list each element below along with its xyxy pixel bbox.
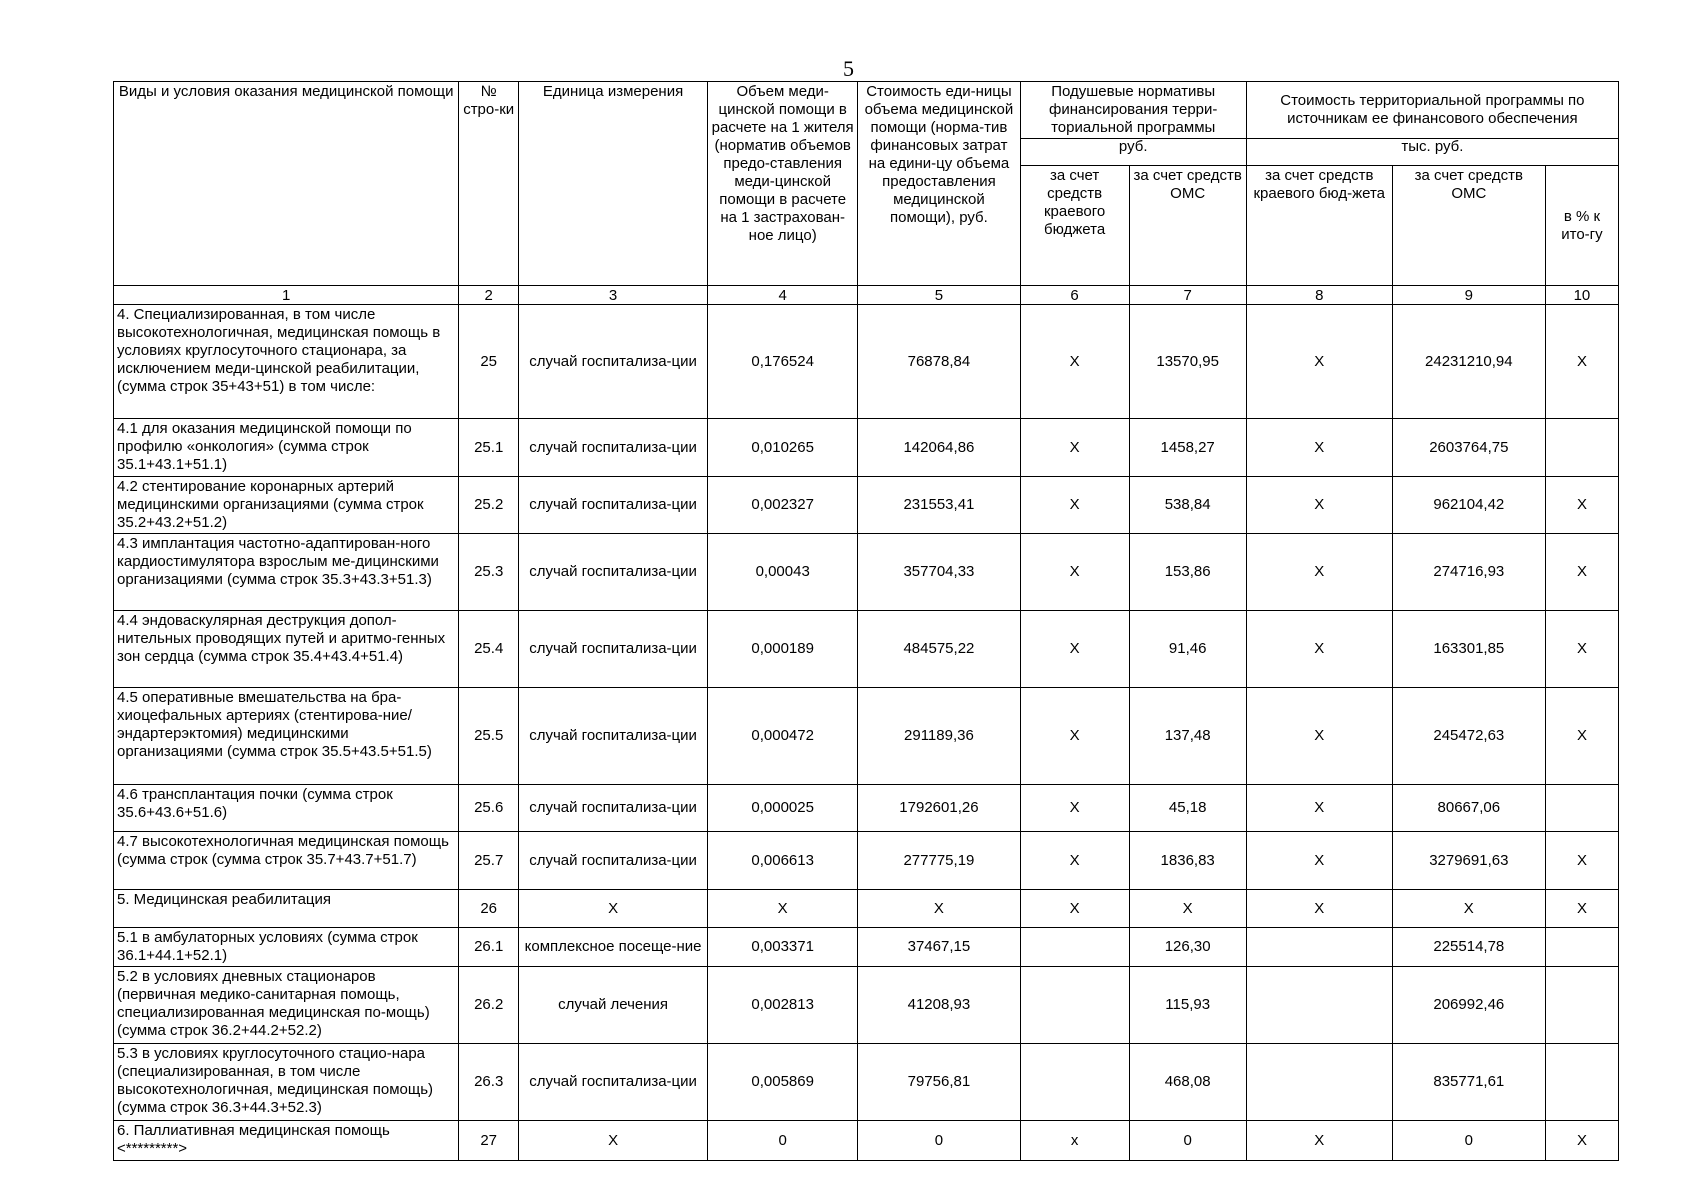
row-unit: X xyxy=(519,1121,708,1161)
row-name: 5.2 в условиях дневных стационаров (первичная медико-санитарная помощь, специализированная медицинская по-мощь) (сумма строк 36.2+44.2+52.2) xyxy=(114,967,459,1044)
row-cost-oms: 0 xyxy=(1392,1121,1545,1161)
row-volume: 0,176524 xyxy=(708,305,858,419)
row-percent: X xyxy=(1545,477,1618,534)
header-row-number: № стро-ки xyxy=(459,82,519,286)
row-per-capita-budget: X xyxy=(1020,534,1129,611)
row-cost-oms: 24231210,94 xyxy=(1392,305,1545,419)
row-percent: X xyxy=(1545,1121,1618,1161)
row-unit-cost: 41208,93 xyxy=(858,967,1020,1044)
row-name: 4.7 высокотехнологичная медицинская помощь (сумма строк (сумма строк 35.7+43.7+51.7) xyxy=(114,832,459,890)
row-cost-budget: X xyxy=(1246,890,1392,928)
row-unit: случай госпитализа-ции xyxy=(519,534,708,611)
header-percent: в % к ито-гу xyxy=(1545,166,1618,286)
page-number: 5 xyxy=(843,56,854,81)
row-number: 25.2 xyxy=(459,477,519,534)
row-cost-budget xyxy=(1246,1044,1392,1121)
table-row xyxy=(114,419,1619,477)
row-unit-cost: 231553,41 xyxy=(858,477,1020,534)
row-per-capita-oms: 1458,27 xyxy=(1129,419,1246,477)
row-cost-budget: X xyxy=(1246,832,1392,890)
row-volume: 0,000472 xyxy=(708,688,858,785)
row-cost-budget: X xyxy=(1246,305,1392,419)
row-percent: X xyxy=(1545,611,1618,688)
row-unit-cost: 291189,36 xyxy=(858,688,1020,785)
row-number: 26 xyxy=(459,890,519,928)
table-row xyxy=(114,890,1619,928)
row-number: 25.4 xyxy=(459,611,519,688)
row-cost-oms: 80667,06 xyxy=(1392,785,1545,832)
table-row xyxy=(114,305,1619,419)
row-number: 25 xyxy=(459,305,519,419)
row-percent xyxy=(1545,419,1618,477)
row-percent xyxy=(1545,785,1618,832)
row-number: 26.2 xyxy=(459,967,519,1044)
row-per-capita-budget: x xyxy=(1020,1121,1129,1161)
row-unit: случай госпитализа-ции xyxy=(519,785,708,832)
row-per-capita-budget: X xyxy=(1020,785,1129,832)
row-cost-oms: 245472,63 xyxy=(1392,688,1545,785)
table-row xyxy=(114,688,1619,785)
column-number: 4 xyxy=(708,286,858,305)
row-cost-oms: 206992,46 xyxy=(1392,967,1545,1044)
row-percent xyxy=(1545,1044,1618,1121)
row-number: 25.3 xyxy=(459,534,519,611)
row-cost-budget: X xyxy=(1246,688,1392,785)
row-name: 4.2 стентирование коронарных артерий медицинскими организациями (сумма строк 35.2+43.2+51.2) xyxy=(114,477,459,534)
row-volume: 0,00043 xyxy=(708,534,858,611)
row-per-capita-oms: 153,86 xyxy=(1129,534,1246,611)
row-unit: случай госпитализа-ции xyxy=(519,419,708,477)
row-per-capita-budget xyxy=(1020,1044,1129,1121)
column-number: 3 xyxy=(519,286,708,305)
row-per-capita-budget: X xyxy=(1020,419,1129,477)
row-per-capita-budget xyxy=(1020,967,1129,1044)
row-volume: 0,000189 xyxy=(708,611,858,688)
row-per-capita-budget: X xyxy=(1020,611,1129,688)
row-per-capita-oms: 538,84 xyxy=(1129,477,1246,534)
row-unit: случай госпитализа-ции xyxy=(519,305,708,419)
table-row xyxy=(114,928,1619,967)
row-unit: случай лечения xyxy=(519,967,708,1044)
row-unit: случай госпитализа-ции xyxy=(519,477,708,534)
row-percent: X xyxy=(1545,688,1618,785)
row-name: 5. Медицинская реабилитация xyxy=(114,890,459,928)
financing-table xyxy=(113,81,1619,1161)
column-number: 5 xyxy=(858,286,1020,305)
row-volume: 0,010265 xyxy=(708,419,858,477)
row-percent xyxy=(1545,928,1618,967)
table-row xyxy=(114,611,1619,688)
table-row xyxy=(114,832,1619,890)
column-number-row xyxy=(114,286,1619,305)
row-volume: 0,002327 xyxy=(708,477,858,534)
row-unit-cost: 76878,84 xyxy=(858,305,1020,419)
row-cost-oms: 3279691,63 xyxy=(1392,832,1545,890)
row-unit-cost: 484575,22 xyxy=(858,611,1020,688)
row-number: 27 xyxy=(459,1121,519,1161)
row-unit: X xyxy=(519,890,708,928)
row-percent: X xyxy=(1545,832,1618,890)
row-per-capita-oms: 126,30 xyxy=(1129,928,1246,967)
row-name: 4.6 трансплантация почки (сумма строк 35.6+43.6+51.6) xyxy=(114,785,459,832)
header-kind: Виды и условия оказания медицинской помощи xyxy=(114,82,459,286)
row-number: 26.1 xyxy=(459,928,519,967)
row-name: 4.3 имплантация частотно-адаптирован-ного кардиостимулятора взрослым ме-дицинскими организациями (сумма строк 35.3+43.3+51.3) xyxy=(114,534,459,611)
row-name: 5.3 в условиях круглосуточного стацио-нара (специализированная, в том числе высокотехнологичная, медицинская помощь) (сумма строк 36.3+44.3+52.3) xyxy=(114,1044,459,1121)
header-cost-budget: за счет средств краевого бюд-жета xyxy=(1246,166,1392,286)
row-unit-cost: 37467,15 xyxy=(858,928,1020,967)
row-cost-oms: 962104,42 xyxy=(1392,477,1545,534)
header-per-capita-oms: за счет средств ОМС xyxy=(1129,166,1246,286)
row-cost-budget: X xyxy=(1246,1121,1392,1161)
row-name: 4.4 эндоваскулярная деструкция допол-нительных проводящих путей и аритмо-генных зон сердца (сумма строк 35.4+43.4+51.4) xyxy=(114,611,459,688)
row-volume: 0,006613 xyxy=(708,832,858,890)
row-unit: комплексное посеще-ние xyxy=(519,928,708,967)
row-volume: X xyxy=(708,890,858,928)
row-per-capita-oms: 137,48 xyxy=(1129,688,1246,785)
row-unit-cost: 79756,81 xyxy=(858,1044,1020,1121)
row-cost-oms: 225514,78 xyxy=(1392,928,1545,967)
column-number: 1 xyxy=(114,286,459,305)
row-per-capita-budget xyxy=(1020,928,1129,967)
header-unit-cost: Стоимость еди-ницы объема медицинской помощи (норма-тив финансовых затрат на едини-цу объема предоставления медицинской помощи), руб. xyxy=(858,82,1020,286)
row-unit-cost: X xyxy=(858,890,1020,928)
row-name: 5.1 в амбулаторных условиях (сумма строк 36.1+44.1+52.1) xyxy=(114,928,459,967)
row-cost-oms: 2603764,75 xyxy=(1392,419,1545,477)
row-percent xyxy=(1545,967,1618,1044)
header-per-capita-unit: руб. xyxy=(1020,139,1246,166)
row-number: 25.7 xyxy=(459,832,519,890)
header-program-cost-group: Стоимость территориальной программы по источникам ее финансового обеспечения xyxy=(1246,82,1618,139)
row-unit: случай госпитализа-ции xyxy=(519,688,708,785)
row-unit-cost: 277775,19 xyxy=(858,832,1020,890)
row-cost-budget: X xyxy=(1246,611,1392,688)
row-unit-cost: 0 xyxy=(858,1121,1020,1161)
column-number: 7 xyxy=(1129,286,1246,305)
row-unit-cost: 142064,86 xyxy=(858,419,1020,477)
row-cost-budget: X xyxy=(1246,785,1392,832)
row-volume: 0 xyxy=(708,1121,858,1161)
column-number: 8 xyxy=(1246,286,1392,305)
row-cost-budget: X xyxy=(1246,419,1392,477)
row-cost-budget: X xyxy=(1246,477,1392,534)
row-per-capita-oms: 468,08 xyxy=(1129,1044,1246,1121)
row-per-capita-oms: 1836,83 xyxy=(1129,832,1246,890)
row-per-capita-oms: 115,93 xyxy=(1129,967,1246,1044)
table-row xyxy=(114,967,1619,1044)
row-number: 25.1 xyxy=(459,419,519,477)
row-per-capita-oms: 45,18 xyxy=(1129,785,1246,832)
row-per-capita-budget: X xyxy=(1020,477,1129,534)
table-row xyxy=(114,1044,1619,1121)
column-number: 2 xyxy=(459,286,519,305)
row-percent: X xyxy=(1545,305,1618,419)
header-volume: Объем меди-цинской помощи в расчете на 1 жителя (норматив объемов предо-ставления меди-цинской помощи в расчете на 1 застрахован-ное лицо) xyxy=(708,82,858,286)
row-name: 6. Паллиативная медицинская помощь <*********> xyxy=(114,1121,459,1161)
row-per-capita-oms: 13570,95 xyxy=(1129,305,1246,419)
header-cost-oms: за счет средств ОМС xyxy=(1392,166,1545,286)
row-cost-budget: X xyxy=(1246,534,1392,611)
row-cost-oms: 163301,85 xyxy=(1392,611,1545,688)
header-unit: Единица измерения xyxy=(519,82,708,286)
row-unit-cost: 357704,33 xyxy=(858,534,1020,611)
row-unit: случай госпитализа-ции xyxy=(519,832,708,890)
row-cost-oms: X xyxy=(1392,890,1545,928)
row-per-capita-oms: 91,46 xyxy=(1129,611,1246,688)
row-name: 4.5 оперативные вмешательства на бра-хиоцефальных артериях (стентирова-ние/эндартерэктомия) медицинскими организациями (сумма строк 35.5+43.5+51.5) xyxy=(114,688,459,785)
header-per-capita-budget: за счет средств краевого бюджета xyxy=(1020,166,1129,286)
table-row xyxy=(114,534,1619,611)
row-number: 25.6 xyxy=(459,785,519,832)
column-number: 6 xyxy=(1020,286,1129,305)
row-name: 4.1 для оказания медицинской помощи по профилю «онкология» (сумма строк 35.1+43.1+51.1) xyxy=(114,419,459,477)
table-row xyxy=(114,477,1619,534)
row-number: 25.5 xyxy=(459,688,519,785)
row-percent: X xyxy=(1545,890,1618,928)
row-volume: 0,005869 xyxy=(708,1044,858,1121)
row-unit: случай госпитализа-ции xyxy=(519,611,708,688)
row-per-capita-oms: 0 xyxy=(1129,1121,1246,1161)
header-program-cost-unit: тыс. руб. xyxy=(1246,139,1618,166)
row-percent: X xyxy=(1545,534,1618,611)
table-body xyxy=(114,305,1619,1161)
row-per-capita-oms: X xyxy=(1129,890,1246,928)
row-cost-budget xyxy=(1246,967,1392,1044)
row-volume: 0,003371 xyxy=(708,928,858,967)
column-number: 10 xyxy=(1545,286,1618,305)
row-volume: 0,002813 xyxy=(708,967,858,1044)
row-per-capita-budget: X xyxy=(1020,305,1129,419)
row-cost-oms: 274716,93 xyxy=(1392,534,1545,611)
row-volume: 0,000025 xyxy=(708,785,858,832)
row-per-capita-budget: X xyxy=(1020,832,1129,890)
row-number: 26.3 xyxy=(459,1044,519,1121)
row-name: 4. Специализированная, в том числе высокотехнологичная, медицинская помощь в условиях круглосуточного стационара, за исключением меди-цинской реабилитации, (сумма строк 35+43+51) в том числе: xyxy=(114,305,459,419)
row-unit: случай госпитализа-ции xyxy=(519,1044,708,1121)
row-cost-budget xyxy=(1246,928,1392,967)
row-per-capita-budget: X xyxy=(1020,890,1129,928)
table-row xyxy=(114,785,1619,832)
table-row xyxy=(114,1121,1619,1161)
row-per-capita-budget: X xyxy=(1020,688,1129,785)
column-number: 9 xyxy=(1392,286,1545,305)
row-cost-oms: 835771,61 xyxy=(1392,1044,1545,1121)
row-unit-cost: 1792601,26 xyxy=(858,785,1020,832)
header-per-capita-group: Подушевые нормативы финансирования терри-ториальной программы xyxy=(1020,82,1246,139)
